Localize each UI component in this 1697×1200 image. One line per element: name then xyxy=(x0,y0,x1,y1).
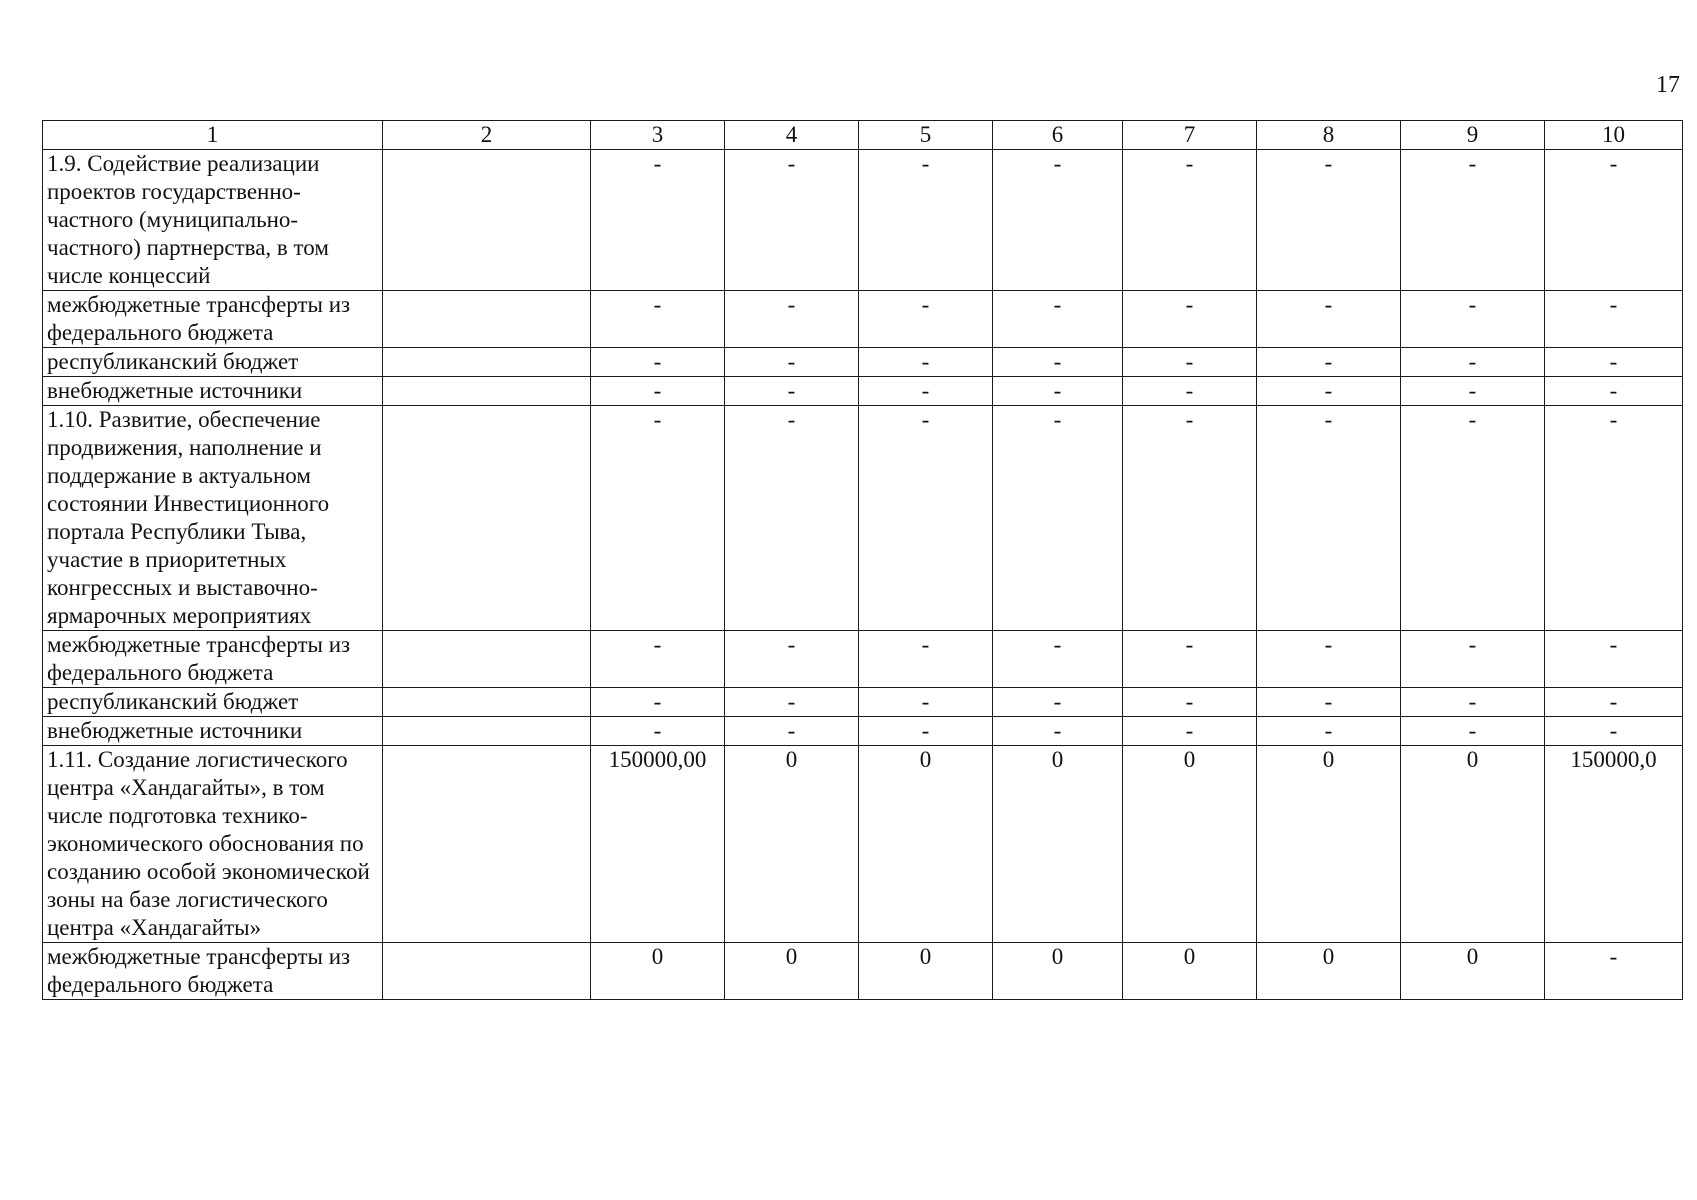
value-cell: - xyxy=(725,150,859,291)
value-cell: - xyxy=(1257,688,1401,717)
header-cell: 6 xyxy=(993,121,1123,150)
column-2-cell xyxy=(383,348,591,377)
table-row xyxy=(43,406,1683,631)
value-cell: - xyxy=(591,631,725,688)
value-cell: - xyxy=(1401,688,1545,717)
value-cell: 0 xyxy=(725,943,859,1000)
value-cell: - xyxy=(993,406,1123,631)
header-cell: 9 xyxy=(1401,121,1545,150)
column-2-cell xyxy=(383,291,591,348)
value-cell: - xyxy=(993,717,1123,746)
value-cell: - xyxy=(1545,688,1683,717)
value-cell: - xyxy=(859,291,993,348)
header-cell: 10 xyxy=(1545,121,1683,150)
value-cell: - xyxy=(993,631,1123,688)
value-cell: - xyxy=(859,150,993,291)
value-cell: - xyxy=(725,291,859,348)
value-cell: - xyxy=(1401,631,1545,688)
value-cell: - xyxy=(1545,348,1683,377)
value-cell: 150000,00 xyxy=(591,746,725,943)
value-cell: - xyxy=(1257,291,1401,348)
value-cell: 0 xyxy=(1401,943,1545,1000)
header-cell: 1 xyxy=(43,121,383,150)
value-cell: - xyxy=(1123,291,1257,348)
value-cell: 0 xyxy=(1257,746,1401,943)
value-cell: - xyxy=(591,406,725,631)
table-row xyxy=(43,943,1683,1000)
value-cell: 0 xyxy=(993,943,1123,1000)
budget-table xyxy=(42,120,1683,1000)
value-cell: - xyxy=(859,406,993,631)
value-cell: - xyxy=(591,291,725,348)
row-label: межбюджетные трансферты из федерального бюджета xyxy=(43,291,383,348)
value-cell: - xyxy=(1401,377,1545,406)
value-cell: - xyxy=(1123,717,1257,746)
value-cell: - xyxy=(859,377,993,406)
table-body xyxy=(43,150,1683,1000)
value-cell: - xyxy=(859,688,993,717)
value-cell: - xyxy=(859,717,993,746)
page-number: 17 xyxy=(1656,72,1680,98)
value-cell: - xyxy=(725,631,859,688)
row-label: 1.11. Создание логистического центра «Хандагайты», в том числе подготовка технико-экономического обоснования по созданию особой экономической зоны на базе логистического центра «Хандагайты» xyxy=(43,746,383,943)
value-cell: 0 xyxy=(1123,943,1257,1000)
row-label: межбюджетные трансферты из федерального бюджета xyxy=(43,943,383,1000)
header-cell: 8 xyxy=(1257,121,1401,150)
value-cell: - xyxy=(591,348,725,377)
value-cell: 0 xyxy=(859,943,993,1000)
value-cell: - xyxy=(1545,631,1683,688)
value-cell: - xyxy=(859,631,993,688)
value-cell: - xyxy=(859,348,993,377)
value-cell: - xyxy=(1545,717,1683,746)
value-cell: - xyxy=(993,377,1123,406)
value-cell: - xyxy=(1545,291,1683,348)
table-row xyxy=(43,717,1683,746)
table-header xyxy=(43,121,1683,150)
value-cell: - xyxy=(1401,291,1545,348)
table-row xyxy=(43,348,1683,377)
value-cell: - xyxy=(1257,717,1401,746)
value-cell: - xyxy=(1123,377,1257,406)
table-row xyxy=(43,688,1683,717)
value-cell: - xyxy=(1257,406,1401,631)
table-row xyxy=(43,150,1683,291)
value-cell: - xyxy=(1123,631,1257,688)
header-cell: 3 xyxy=(591,121,725,150)
value-cell: - xyxy=(1257,348,1401,377)
value-cell: - xyxy=(591,150,725,291)
table-row xyxy=(43,631,1683,688)
column-2-cell xyxy=(383,943,591,1000)
value-cell: - xyxy=(1123,348,1257,377)
value-cell: - xyxy=(993,348,1123,377)
value-cell: - xyxy=(1545,943,1683,1000)
value-cell: - xyxy=(1123,150,1257,291)
value-cell: - xyxy=(993,291,1123,348)
value-cell: - xyxy=(1401,150,1545,291)
value-cell: 0 xyxy=(725,746,859,943)
value-cell: - xyxy=(1257,377,1401,406)
table-row xyxy=(43,746,1683,943)
value-cell: - xyxy=(1401,348,1545,377)
value-cell: - xyxy=(993,688,1123,717)
row-label: межбюджетные трансферты из федерального бюджета xyxy=(43,631,383,688)
value-cell: 150000,0 xyxy=(1545,746,1683,943)
value-cell: - xyxy=(1123,406,1257,631)
row-label: внебюджетные источники xyxy=(43,377,383,406)
row-label: внебюджетные источники xyxy=(43,717,383,746)
header-cell: 5 xyxy=(859,121,993,150)
row-label: 1.9. Содействие реализации проектов государственно-частного (муниципально-частного) партнерства, в том числе концессий xyxy=(43,150,383,291)
column-2-cell xyxy=(383,406,591,631)
value-cell: - xyxy=(993,150,1123,291)
value-cell: - xyxy=(1123,688,1257,717)
value-cell: - xyxy=(1545,150,1683,291)
value-cell: 0 xyxy=(591,943,725,1000)
value-cell: - xyxy=(725,348,859,377)
row-label: 1.10. Развитие, обеспечение продвижения, наполнение и поддержание в актуальном состоянии Инвестиционного портала Республики Тыва, участие в приоритетных конгрессных и выставочно-ярмарочных мероприятиях xyxy=(43,406,383,631)
value-cell: 0 xyxy=(993,746,1123,943)
row-label: республиканский бюджет xyxy=(43,348,383,377)
column-2-cell xyxy=(383,688,591,717)
value-cell: 0 xyxy=(1257,943,1401,1000)
value-cell: - xyxy=(591,377,725,406)
column-2-cell xyxy=(383,717,591,746)
value-cell: - xyxy=(1257,631,1401,688)
value-cell: 0 xyxy=(859,746,993,943)
value-cell: 0 xyxy=(1401,746,1545,943)
value-cell: - xyxy=(1401,717,1545,746)
value-cell: - xyxy=(1545,406,1683,631)
column-2-cell xyxy=(383,150,591,291)
value-cell: - xyxy=(725,717,859,746)
value-cell: - xyxy=(1401,406,1545,631)
header-cell: 4 xyxy=(725,121,859,150)
table-row xyxy=(43,377,1683,406)
header-cell: 2 xyxy=(383,121,591,150)
column-2-cell xyxy=(383,631,591,688)
value-cell: - xyxy=(591,717,725,746)
value-cell: - xyxy=(725,688,859,717)
column-2-cell xyxy=(383,377,591,406)
header-row xyxy=(43,121,1683,150)
value-cell: - xyxy=(1257,150,1401,291)
value-cell: - xyxy=(725,406,859,631)
header-cell: 7 xyxy=(1123,121,1257,150)
value-cell: 0 xyxy=(1123,746,1257,943)
value-cell: - xyxy=(591,688,725,717)
column-2-cell xyxy=(383,746,591,943)
row-label: республиканский бюджет xyxy=(43,688,383,717)
value-cell: - xyxy=(725,377,859,406)
table-row xyxy=(43,291,1683,348)
value-cell: - xyxy=(1545,377,1683,406)
